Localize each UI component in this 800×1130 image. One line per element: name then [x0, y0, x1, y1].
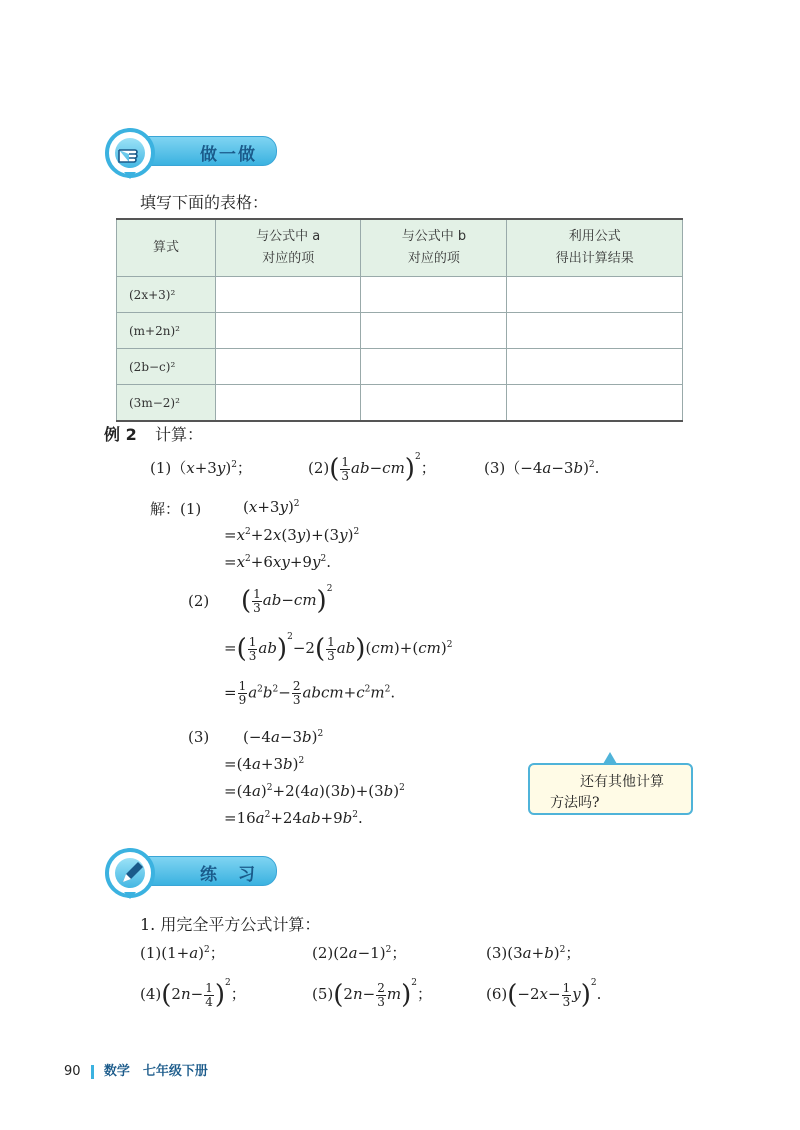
- pencil-icon: [105, 848, 155, 898]
- table-cell-result[interactable]: [507, 349, 683, 385]
- section-banner-lianxi: [105, 848, 275, 884]
- banner-pointer-icon: [124, 892, 136, 899]
- table-cell-expression: (2b−c)²: [117, 349, 216, 385]
- problem-2: (2)( $\frac{1}{3}$ ab−cm)$^2$；: [308, 452, 436, 484]
- table-cell-b[interactable]: [361, 349, 507, 385]
- note-line-2: 方法吗?: [550, 795, 600, 811]
- solution-2-line-1: ( $\frac{1}{3}$ ab−cm)$^2$: [241, 584, 333, 616]
- solution-1-line-3: $=x^2+6xy+9y^2$.: [224, 553, 331, 571]
- solution-3-line-3: $=(4a)^2+2(4a)(3b)+(3b)^2$: [224, 782, 405, 800]
- table-header-cell: 利用公式 得出计算结果: [507, 219, 683, 277]
- table-cell-a[interactable]: [216, 349, 361, 385]
- section-banner-zuoyizuo: [105, 128, 275, 164]
- table-cell-a[interactable]: [216, 313, 361, 349]
- banner-title: 做一做: [200, 145, 257, 165]
- solution-3-line-2: $=(4a+3b)^2$: [224, 755, 305, 773]
- table-cell-a[interactable]: [216, 385, 361, 422]
- solution-label: 解：(1): [150, 500, 202, 518]
- solution-2-line-2: =( $\frac{1}{3}$ ab)$^2$−2( $\frac{1}{3}$ ab)(cm)+(cm)$^2$: [224, 632, 453, 664]
- table-header-cell: 与公式中 a 对应的项: [216, 219, 361, 277]
- table-cell-result[interactable]: [507, 385, 683, 422]
- example-task: 计算：: [155, 425, 204, 444]
- page-number: 90: [64, 1064, 81, 1079]
- solution-3-line-4: $=16a^2+24ab+9b^2$.: [224, 809, 363, 827]
- table-header-cell: 算式: [117, 219, 216, 277]
- table-header-row: [117, 219, 683, 277]
- intro-text: 填写下面的表格：: [140, 193, 269, 212]
- book-title: 数学 七年级下册: [103, 1064, 208, 1079]
- exercise-5: (5)(2n− $\frac{2}{3}$ m)$^2$；: [312, 978, 432, 1010]
- exercise-2: $(2)(2a-1)^2$；: [312, 944, 407, 962]
- table-row: [117, 313, 683, 349]
- page-footer: [64, 1060, 208, 1079]
- table-cell-expression: (3m−2)²: [117, 385, 216, 422]
- hand-icon: [105, 128, 155, 178]
- table-cell-b[interactable]: [361, 313, 507, 349]
- note-line-1: 还有其他计算: [580, 774, 664, 790]
- problem-3: (3)（−4a−3b)$^2$.: [484, 459, 600, 477]
- table-cell-expression: (2x+3)²: [117, 277, 216, 313]
- problem-1: (1)（x+3y)$^2$；: [150, 459, 252, 477]
- table-row: [117, 349, 683, 385]
- exercise-6: (6)(−2x− $\frac{1}{3}$ y)$^2$.: [486, 978, 602, 1010]
- exercise-4: (4)(2n− $\frac{1}{4}$ )$^2$；: [140, 978, 246, 1010]
- solution-1-line-2: $=x^2+2x(3y)+(3y)^2$: [224, 526, 360, 544]
- exercise-title: 1. 用完全平方公式计算：: [140, 915, 321, 934]
- solution-3-line-1: $(-4a-3b)^2$: [243, 728, 324, 746]
- table-header-cell: 与公式中 b 对应的项: [361, 219, 507, 277]
- solution-3-number: (3): [188, 728, 210, 746]
- table-row: [117, 277, 683, 313]
- example-label: 例 2: [104, 425, 137, 444]
- note-box: [528, 763, 693, 815]
- exercise-3: $(3)(3a+b)^2$；: [486, 944, 581, 962]
- table-cell-expression: (m+2n)²: [117, 313, 216, 349]
- banner-pointer-icon: [124, 172, 136, 179]
- table-cell-result[interactable]: [507, 277, 683, 313]
- footer-divider: [91, 1065, 94, 1079]
- table-cell-b[interactable]: [361, 277, 507, 313]
- exercise-1: $(1)(1+a)^2$；: [140, 944, 225, 962]
- table-cell-b[interactable]: [361, 385, 507, 422]
- banner-title: 练 习: [200, 865, 257, 885]
- solution-1-line-1: $(x+3y)^2$: [243, 498, 300, 516]
- solution-2-line-3: = $\frac{1}{9}$ $a^2b^2-$ $\frac{2}{3}$ $abcm+c^2m^2$.: [224, 679, 396, 707]
- solution-2-number: (2): [188, 592, 210, 610]
- table-row: [117, 385, 683, 422]
- formula-table: [116, 218, 683, 422]
- table-cell-a[interactable]: [216, 277, 361, 313]
- table-cell-result[interactable]: [507, 313, 683, 349]
